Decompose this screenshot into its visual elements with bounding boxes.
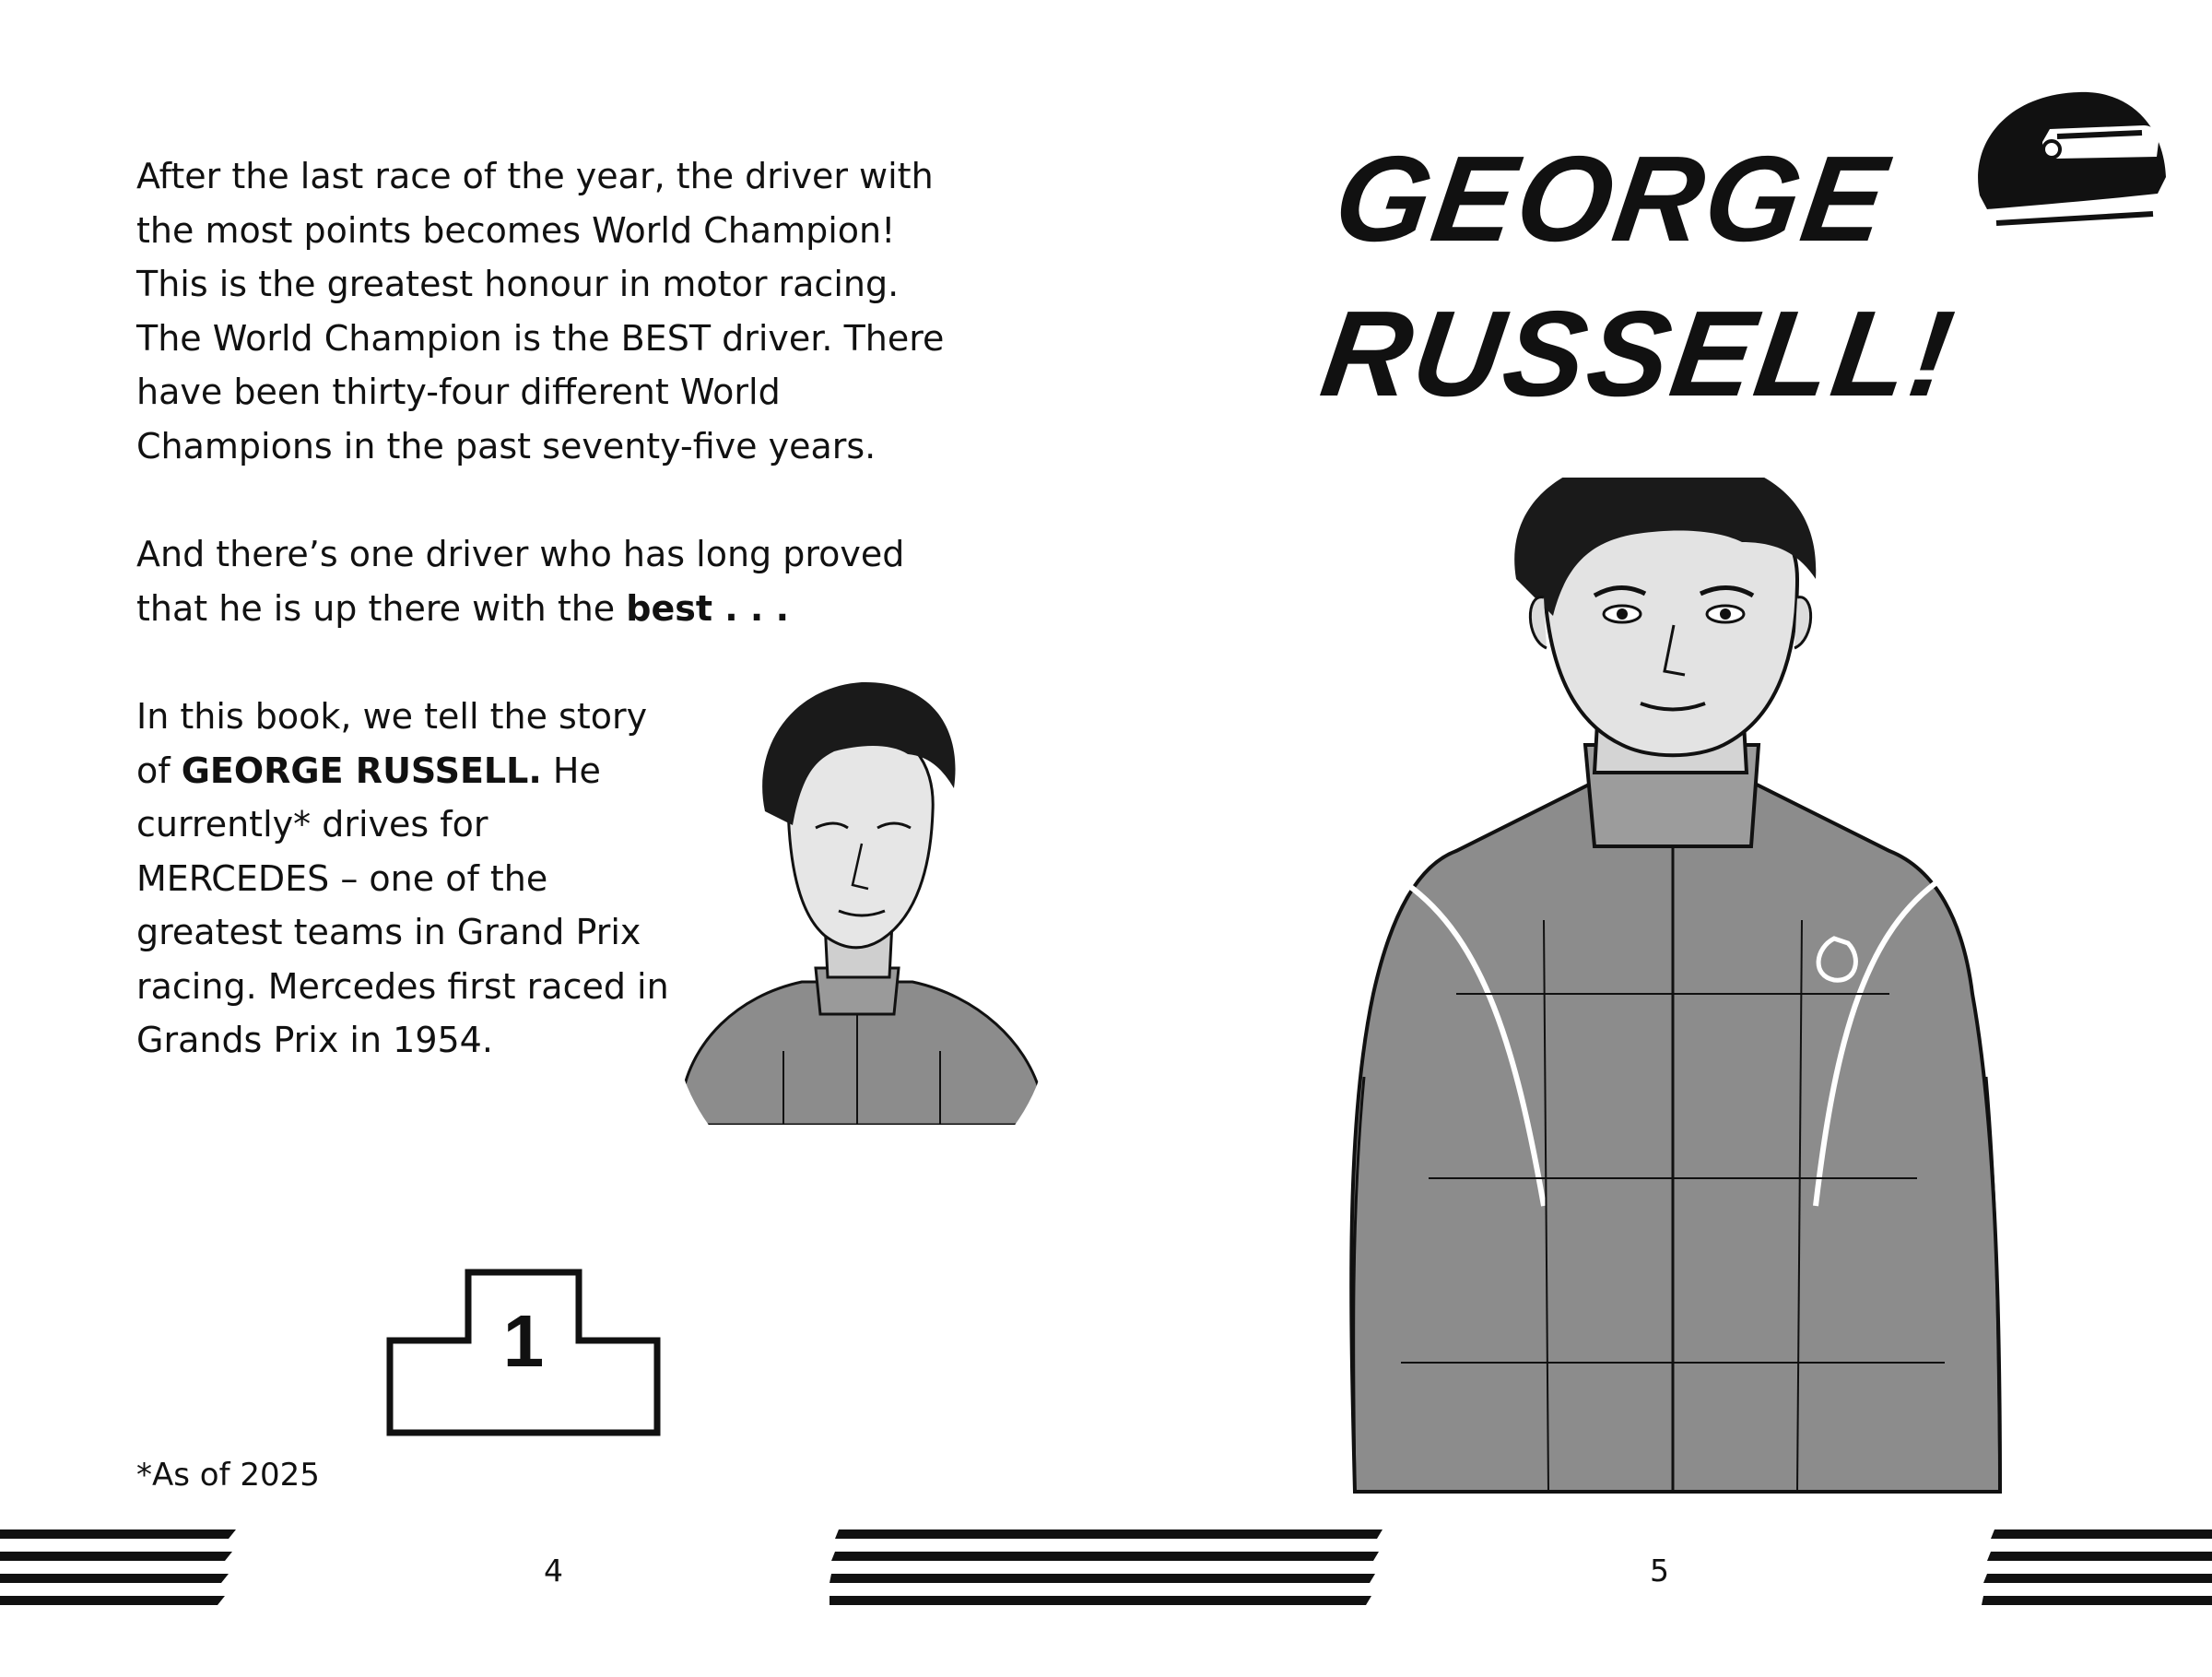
paragraph-best-driver: [136, 527, 966, 635]
podium-number: 1: [502, 1300, 545, 1382]
driver-portrait-small: [664, 664, 1051, 1125]
page-number-right: 5: [1650, 1553, 1669, 1588]
page-number-left: 4: [544, 1553, 563, 1588]
paragraph-story-lead: In this book, we tell the story of: [136, 696, 648, 791]
speed-stripes-left-edge: [0, 1526, 236, 1612]
speed-stripes-right-edge: [1982, 1526, 2212, 1612]
title-russell: RUSSELL!: [1313, 286, 1964, 421]
paragraph-story-rest: He currently* drives for MERCEDES – one of the greatest teams in Grand Prix racing. Mercedes first raced in Grands Prix in 1954.: [136, 750, 669, 1060]
paragraph-best-driver-bold: best . . .: [626, 587, 790, 629]
paragraph-story-name: GEORGE RUSSELL.: [181, 750, 542, 791]
paragraph-story-intro: [136, 690, 689, 1068]
right-page: [1106, 0, 2212, 1677]
footnote: *As of 2025: [136, 1457, 320, 1494]
speed-stripes-center-right: [1106, 1526, 1382, 1612]
helmet-icon: [1969, 85, 2171, 232]
speed-stripes-center-left: [830, 1526, 1106, 1612]
paragraph-world-champion: After the last race of the year, the driver with the most points becomes World Champion! This is the greatest honour in motor racing. The World Champion is the BEST driver. There have been thirty-four different World Champions in the past seventy-five years.: [136, 156, 945, 466]
title-george: GEORGE: [1326, 131, 1897, 266]
podium-icon: [385, 1267, 662, 1438]
driver-portrait-large: [1318, 478, 2018, 1499]
paragraph-best-driver-lead: And there’s one driver who has long proved that he is up there with the: [136, 534, 905, 629]
